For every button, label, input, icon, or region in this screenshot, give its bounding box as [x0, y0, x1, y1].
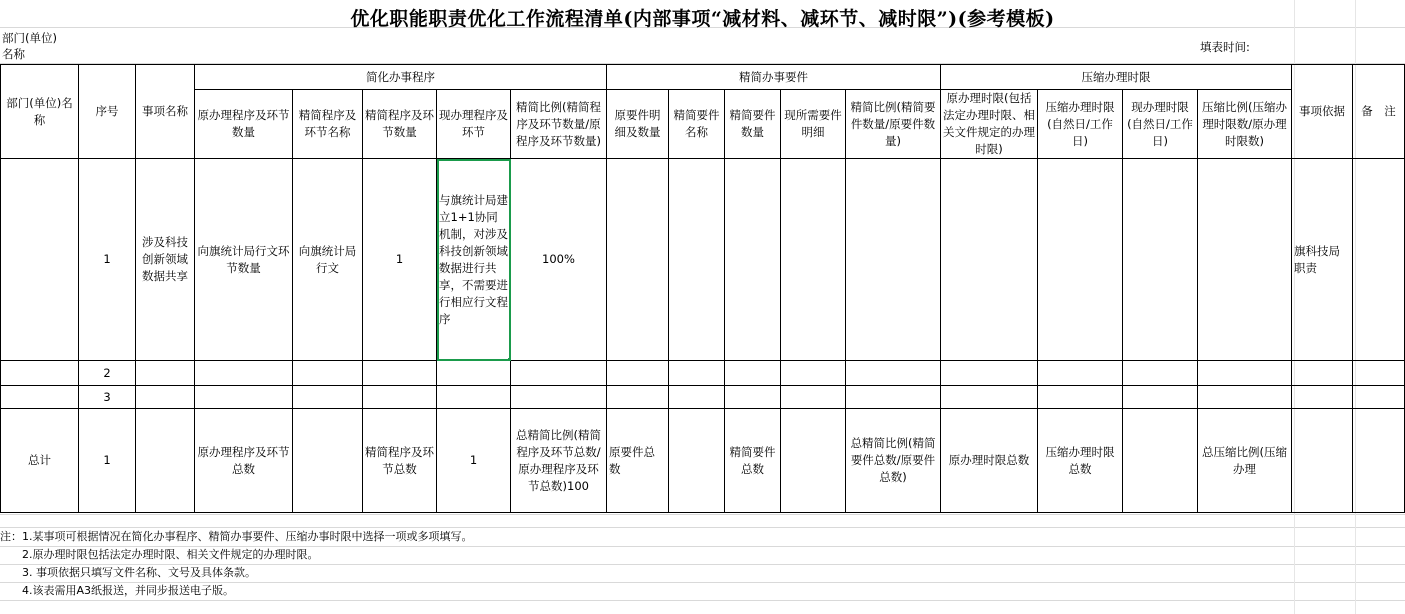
cell-seq[interactable]: 2: [79, 361, 136, 386]
header-curr-time[interactable]: 现办理时限(自然日/工作日): [1123, 90, 1198, 159]
header-group-time[interactable]: 压缩办理时限: [941, 65, 1292, 90]
header-orig-mat[interactable]: 原要件明细及数量: [607, 90, 669, 159]
cell-curr-mat[interactable]: [781, 159, 846, 361]
header-dept[interactable]: 部门(单位)名称: [1, 65, 79, 159]
process-table: [0, 64, 1405, 513]
cell-orig-proc[interactable]: 向旗统计局行文环节数量: [195, 159, 293, 361]
header-seq[interactable]: 序号: [79, 65, 136, 159]
fill-time-label: 填表时间:: [1200, 40, 1250, 54]
table-row: [1, 361, 1405, 386]
cell-total-time-ratio[interactable]: 总压缩比例(压缩办理: [1198, 409, 1292, 513]
cell-curr-proc-selected[interactable]: 与旗统计局建立1+1协同机制，对涉及科技创新领域数据进行共享，不需要进行相应行文程序: [437, 159, 511, 361]
cell-seq[interactable]: 3: [79, 386, 136, 409]
cell-total-simp-ratio[interactable]: 总精简比例(精简程序及环节总数/原办理程序及环节总数)100: [511, 409, 607, 513]
cell-mat-ratio[interactable]: [846, 159, 941, 361]
header-group-materials[interactable]: 精简办事要件: [607, 65, 941, 90]
cell-seq[interactable]: 1: [79, 159, 136, 361]
cell-total-simp-count[interactable]: 精简程序及环节总数: [363, 409, 437, 513]
cell-total-orig-mat[interactable]: 原要件总数: [607, 409, 669, 513]
header-simp-name[interactable]: 精简程序及环节名称: [293, 90, 363, 159]
header-orig-proc[interactable]: 原办理程序及环节数量: [195, 90, 293, 159]
cell-total-comp-time[interactable]: 压缩办理时限总数: [1038, 409, 1123, 513]
sheet-title: 优化职能职责优化工作流程清单(内部事项“减材料、减环节、减时限”)(参考模板): [350, 8, 1055, 30]
cell-item-name[interactable]: 涉及科技创新领域数据共享: [136, 159, 195, 361]
cell-simp-ratio[interactable]: 100%: [511, 159, 607, 361]
fill-handle[interactable]: [508, 358, 511, 361]
gridline: [0, 514, 1405, 515]
header-simp-count[interactable]: 精简程序及环节数量: [363, 90, 437, 159]
cell-total-mat-ratio[interactable]: 总精简比例(精简要件总数/原要件总数): [846, 409, 941, 513]
cell-orig-mat[interactable]: [607, 159, 669, 361]
cell-total-curr-proc[interactable]: 1: [437, 409, 511, 513]
cell-total-label[interactable]: 总计: [1, 409, 79, 513]
cell-curr-time[interactable]: [1123, 159, 1198, 361]
note-line: 4.该表需用A3纸报送，并同步报送电子版。: [22, 584, 235, 597]
notes: [0, 528, 473, 600]
cell-basis[interactable]: 旗科技局职责: [1292, 159, 1353, 361]
header-comp-time[interactable]: 压缩办理时限(自然日/工作日): [1038, 90, 1123, 159]
header-remark[interactable]: 备 注: [1353, 65, 1405, 159]
header-simp-mat-name[interactable]: 精简要件名称: [669, 90, 725, 159]
cell-total-simp-mat-count[interactable]: 精简要件总数: [725, 409, 781, 513]
cell-dept[interactable]: [1, 159, 79, 361]
note-line: 3. 事项依据只填写文件名称、文号及具体条款。: [22, 566, 256, 579]
cell-remark[interactable]: [1353, 159, 1405, 361]
cell-total-seq[interactable]: 1: [79, 409, 136, 513]
total-row: [1, 409, 1405, 513]
note-line: 2.原办理时限包括法定办理时限、相关文件规定的办理时限。: [22, 548, 319, 561]
dept-name-label: 部门(单位) 名称: [2, 31, 57, 61]
header-mat-ratio[interactable]: 精简比例(精简要件数量/原要件数量): [846, 90, 941, 159]
header-time-ratio[interactable]: 压缩比例(压缩办理时限数/原办理时限数): [1198, 90, 1292, 159]
cell-simp-mat-name[interactable]: [669, 159, 725, 361]
header-curr-proc[interactable]: 现办理程序及环节: [437, 90, 511, 159]
cell-simp-mat-count[interactable]: [725, 159, 781, 361]
table-row: [1, 159, 1405, 361]
header-basis[interactable]: 事项依据: [1292, 65, 1353, 159]
header-simp-mat-count[interactable]: 精简要件数量: [725, 90, 781, 159]
header-curr-mat[interactable]: 现所需要件明细: [781, 90, 846, 159]
header-group-simplify[interactable]: 简化办事程序: [195, 65, 607, 90]
table-row: [1, 386, 1405, 409]
gridline: [0, 600, 1405, 601]
note-line: 注：1.某事项可根据情况在简化办事程序、精简办事要件、压缩办事时限中选择一项或多项填写。: [0, 530, 473, 543]
cell-orig-time[interactable]: [941, 159, 1038, 361]
header-simp-ratio[interactable]: 精简比例(精简程序及环节数量/原程序及环节数量): [511, 90, 607, 159]
cell-simp-count[interactable]: 1: [363, 159, 437, 361]
cell-time-ratio[interactable]: [1198, 159, 1292, 361]
header-item-name[interactable]: 事项名称: [136, 65, 195, 159]
cell-total-orig-time[interactable]: 原办理时限总数: [941, 409, 1038, 513]
cell-total-orig-proc[interactable]: 原办理程序及环节总数: [195, 409, 293, 513]
header-orig-time[interactable]: 原办理时限(包括法定办理时限、相关文件规定的办理时限): [941, 90, 1038, 159]
cell-comp-time[interactable]: [1038, 159, 1123, 361]
cell-simp-name[interactable]: 向旗统计局行文: [293, 159, 363, 361]
